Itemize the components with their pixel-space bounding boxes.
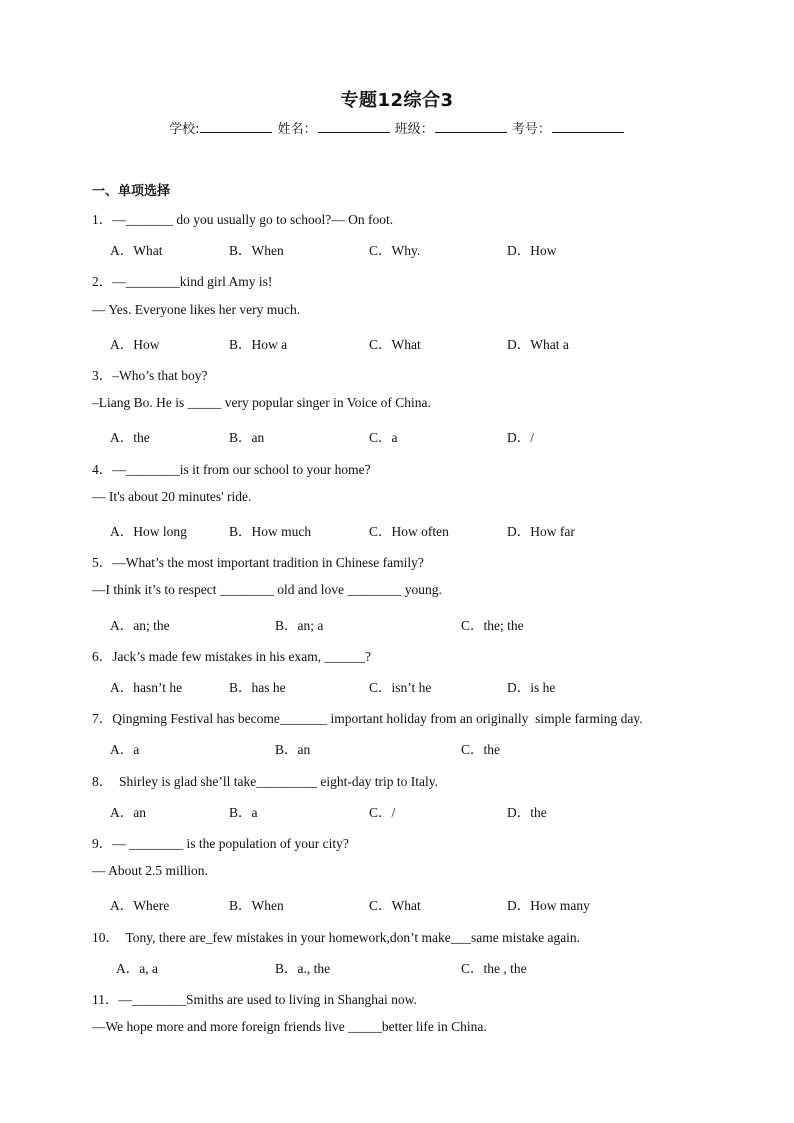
question-5-line-2: —I think it’s to respect ________ old and love ________ young. <box>92 582 442 597</box>
question-4-options <box>110 520 730 538</box>
question-6-options <box>110 676 730 694</box>
question-9-options <box>110 894 730 912</box>
question-9-stem: 9．— ________ is the population of your city? <box>92 836 349 851</box>
question-6-stem: 6．Jack’s made few mistakes in his exam, ______? <box>92 649 371 664</box>
question-1-option-d: D．How <box>507 243 557 258</box>
exam-no-blank <box>552 120 624 133</box>
question-5-option-b: B．an; a <box>275 618 324 633</box>
question-3-option-c: C．a <box>369 430 398 445</box>
name-blank <box>318 120 390 133</box>
question-7-option-a: A．a <box>110 742 140 757</box>
question-7-options <box>110 738 730 756</box>
question-5-option-c: C．the; the <box>461 618 524 633</box>
question-5-option-a: A．an; the <box>110 618 170 633</box>
question-4-stem: 4．—________is it from our school to your home? <box>92 462 371 477</box>
class-label: 班级： <box>394 122 434 137</box>
question-8-option-a: A．an <box>110 805 146 820</box>
question-3-option-a: A．the <box>110 430 150 445</box>
question-4-option-b: B．How much <box>229 524 312 539</box>
question-3-options <box>110 426 730 444</box>
question-2-option-a: A．How <box>110 337 160 352</box>
question-6-option-c: C．isn’t he <box>369 680 432 695</box>
question-10-options <box>110 957 730 975</box>
question-4-line-2: — It's about 20 minutes' ride. <box>92 489 252 504</box>
question-2-line-2: — Yes. Everyone likes her very much. <box>92 302 301 317</box>
question-8-option-d: D．the <box>507 805 547 820</box>
question-10-option-c: C．the , the <box>461 961 527 976</box>
question-3-line-2: –Liang Bo. He is _____ very popular singer in Voice of China. <box>92 395 431 410</box>
question-8-stem: 8． Shirley is glad she’ll take_________ eight-day trip to Italy. <box>92 774 438 789</box>
question-7-stem: 7．Qingming Festival has become_______ important holiday from an originally simple farming day. <box>92 711 643 726</box>
question-2-stem: 2．—________kind girl Amy is! <box>92 274 273 289</box>
question-2-option-c: C．What <box>369 337 421 352</box>
question-3-option-b: B．an <box>229 430 265 445</box>
question-9-option-a: A．Where <box>110 898 170 913</box>
question-2-options <box>110 333 730 351</box>
school-label: 学校: <box>169 122 200 137</box>
question-8-options <box>110 801 730 819</box>
question-4-option-d: D．How far <box>507 524 575 539</box>
question-3-stem: 3．–Who’s that boy? <box>92 368 208 383</box>
question-10-option-b: B．a., the <box>275 961 331 976</box>
question-6-option-b: B．has he <box>229 680 286 695</box>
question-5-options <box>110 614 730 632</box>
question-8-option-b: B．a <box>229 805 258 820</box>
question-1-options <box>110 239 730 257</box>
question-7-option-b: B．an <box>275 742 311 757</box>
question-9-line-2: — About 2.5 million. <box>92 863 208 878</box>
question-7-option-c: C．the <box>461 742 500 757</box>
question-4-option-a: A．How long <box>110 524 187 539</box>
section-heading: 一、单项选择 <box>92 184 171 199</box>
question-9-option-b: B．When <box>229 898 284 913</box>
question-4-option-c: C．How often <box>369 524 449 539</box>
school-blank <box>200 120 272 133</box>
page-title: 专题12综合3 <box>340 90 454 111</box>
question-1-option-b: B．When <box>229 243 284 258</box>
question-10-stem: 10． Tony, there are_few mistakes in your homework,don’t make___same mistake again. <box>92 930 581 945</box>
question-2-option-b: B．How a <box>229 337 288 352</box>
question-11-line-2: —We hope more and more foreign friends live _____better life in China. <box>92 1019 487 1034</box>
question-11-stem: 11．—________Smiths are used to living in Shanghai now. <box>92 992 417 1007</box>
question-10-option-a: A．a, a <box>116 961 158 976</box>
question-9-option-d: D．How many <box>507 898 590 913</box>
question-8-option-c: C．/ <box>369 805 396 820</box>
question-2-option-d: D．What a <box>507 337 569 352</box>
question-6-option-a: A．hasn’t he <box>110 680 183 695</box>
question-6-option-d: D．is he <box>507 680 556 695</box>
exam-no-label: 考号： <box>511 122 551 137</box>
question-5-stem: 5．—What’s the most important tradition in Chinese family? <box>92 555 424 570</box>
student-info-row <box>0 118 794 137</box>
question-1-option-a: A．What <box>110 243 163 258</box>
class-blank <box>435 120 507 133</box>
question-1-option-c: C．Why. <box>369 243 421 258</box>
name-label: 姓名： <box>277 122 317 137</box>
question-1-stem: 1．—_______ do you usually go to school?— On foot. <box>92 212 394 227</box>
question-9-option-c: C．What <box>369 898 421 913</box>
question-3-option-d: D．/ <box>507 430 534 445</box>
